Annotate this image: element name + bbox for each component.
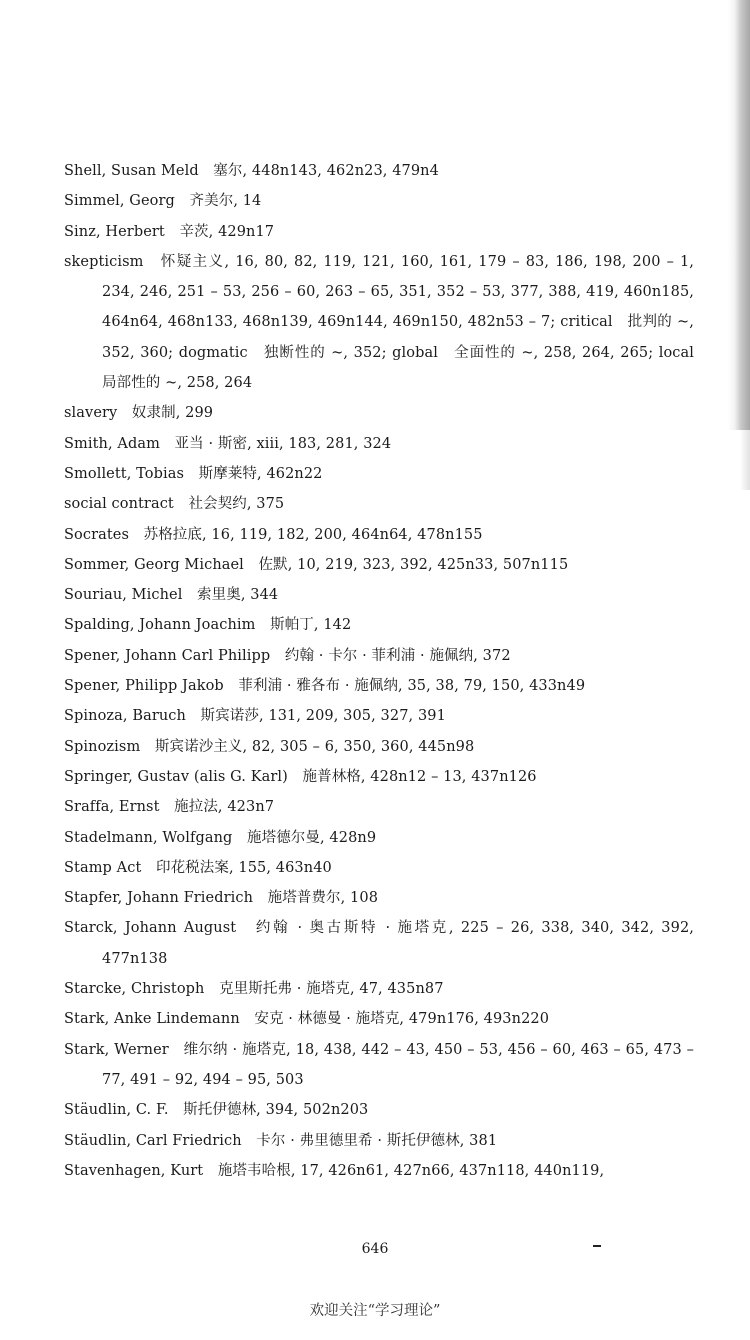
index-entry-list	[64, 156, 709, 1186]
index-entry: Socrates 苏格拉底, 16, 119, 182, 200, 464n64, 478n155	[64, 526, 483, 543]
index-entry: social contract 社会契约, 375	[64, 496, 285, 513]
index-entry: Stark, Werner 维尔纳 · 施塔克, 18, 438, 442 – 43, 450 – 53, 456 – 60, 463 – 65, 473 – 77, 491 – 92, 494 – 95, 503	[64, 1041, 694, 1088]
index-entry: Sommer, Georg Michael 佐默, 10, 219, 323, 392, 425n33, 507n115	[64, 556, 569, 573]
index-entry: slavery 奴隶制, 299	[64, 405, 214, 422]
index-entry: Shell, Susan Meld 塞尔, 448n143, 462n23, 479n4	[64, 163, 439, 179]
index-entry: Stapfer, Johann Friedrich 施塔普费尔, 108	[64, 890, 379, 907]
index-entry: Stäudlin, Carl Friedrich 卡尔 · 弗里德里希 · 斯托伊德林, 381	[64, 1132, 498, 1149]
scan-edge-shadow	[728, 0, 750, 430]
index-entry: Starck, Johann August 约翰 · 奥古斯特 · 施塔克, 225 – 26, 338, 340, 342, 392, 477n138	[64, 920, 694, 967]
index-entry: Spalding, Johann Joachim 斯帕丁, 142	[64, 617, 352, 634]
index-entry: Simmel, Georg 齐美尔, 14	[64, 193, 262, 210]
index-entry: Spinoza, Baruch 斯宾诺莎, 131, 209, 305, 327, 391	[64, 708, 446, 725]
scan-edge-shadow-lower	[740, 430, 750, 490]
footer-watermark-text: 欢迎关注“学习理论”	[309, 1303, 441, 1319]
index-entry: Smollett, Tobias 斯摩莱特, 462n22	[64, 465, 323, 482]
index-entry: Sinz, Herbert 辛茨, 429n17	[64, 223, 275, 240]
index-entry: Spener, Philipp Jakob 菲利浦 · 雅各布 · 施佩纳, 35, 38, 79, 150, 433n49	[64, 678, 586, 695]
page-number: 646	[361, 1241, 389, 1257]
index-entry: Souriau, Michel 索里奥, 344	[64, 587, 279, 604]
index-entry: Spinozism 斯宾诺沙主义, 82, 305 – 6, 350, 360, 445n98	[64, 738, 475, 755]
index-entry: skepticism 怀疑主义, 16, 80, 82, 119, 121, 160, 161, 179 – 83, 186, 198, 200 – 1, 234, 246, 251 – 53, 256 – 60, 263 – 65, 351, 352 – 53, 377, 388, 419, 460n185, 464n64, 468n133, 468n139, 469n144, 469n150, 482n53 – 7; critical 批判的 ~, 352, 360; dogmatic 独断性的 ~, 352; global 全面性的 ~, 258, 264, 265; local 局部性的 ~, 258, 264	[64, 253, 709, 392]
index-entry: Starcke, Christoph 克里斯托弗 · 施塔克, 47, 435n87	[64, 981, 444, 998]
index-entry: Springer, Gustav (alis G. Karl) 施普林格, 428n12 – 13, 437n126	[64, 768, 537, 785]
index-entry: Smith, Adam 亚当 · 斯密, xiii, 183, 281, 324	[64, 435, 392, 452]
index-entry: Stark, Anke Lindemann 安克 · 林德曼 · 施塔克, 479n176, 493n220	[64, 1011, 550, 1028]
index-entry: Stadelmann, Wolfgang 施塔德尔曼, 428n9	[64, 829, 377, 846]
index-entry: Stavenhagen, Kurt 施塔韦哈根, 17, 426n61, 427n66, 437n118, 440n119,	[64, 1162, 605, 1179]
scan-speck	[593, 1245, 601, 1247]
index-entry: Stamp Act 印花税法案, 155, 463n40	[64, 859, 332, 876]
index-entry: Spener, Johann Carl Philipp 约翰 · 卡尔 · 菲利浦 · 施佩纳, 372	[64, 647, 511, 664]
index-entry: Sraffa, Ernst 施拉法, 423n7	[64, 799, 275, 816]
index-entry: Stäudlin, C. F. 斯托伊德林, 394, 502n203	[64, 1102, 369, 1119]
